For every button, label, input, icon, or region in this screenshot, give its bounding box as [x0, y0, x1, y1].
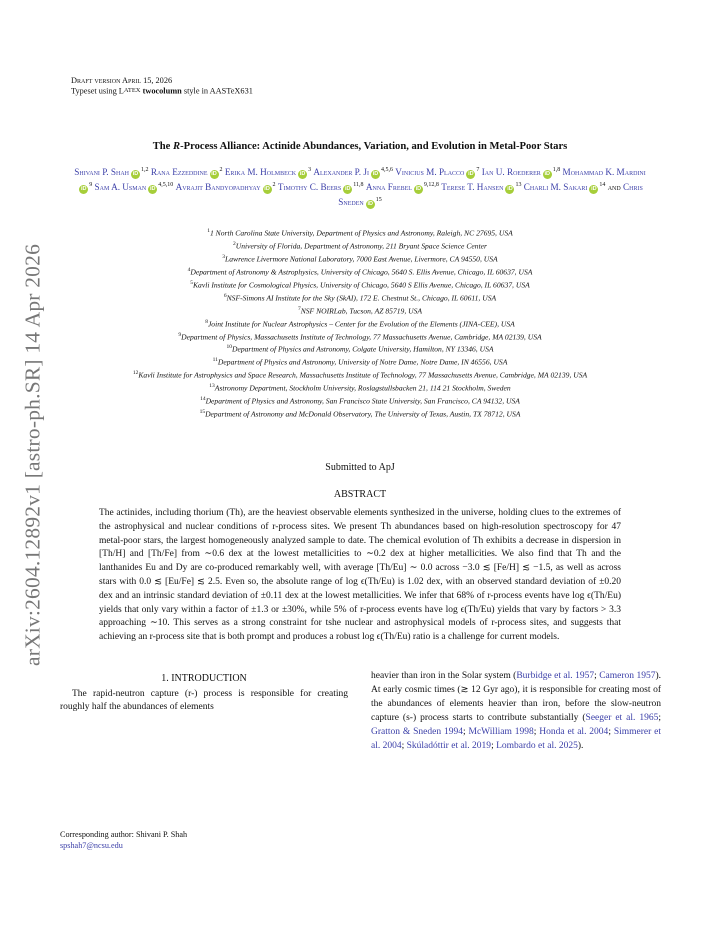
- author[interactable]: [482, 167, 561, 177]
- author[interactable]: [366, 182, 439, 192]
- submitted-to: Submitted to ApJ: [325, 462, 395, 473]
- intro-text: ).: [577, 740, 584, 751]
- affiliation-text: Department of Astronomy & Astrophysics, University of Chicago, 5640 S. Ellis Avenue, Chicago, IL 60637, USA: [190, 267, 533, 277]
- author-name[interactable]: Vinicius M. Placco: [395, 167, 465, 178]
- affiliation-text: Department of Physics and Astronomy, San Francisco State University, San Francisco, CA 94132, USA: [205, 396, 520, 406]
- author-name[interactable]: Rana Ezzeddine: [150, 167, 208, 178]
- affiliation-text: Lawrence Livermore National Laboratory, 7000 East Avenue, Livermore, CA 94550, USA: [225, 254, 498, 264]
- orcid-icon[interactable]: iD: [372, 171, 379, 178]
- affiliation: [50, 265, 670, 278]
- orcid-icon[interactable]: iD: [264, 186, 270, 193]
- intro-text: ;: [658, 712, 661, 723]
- and-word: and: [605, 182, 623, 193]
- title-pre: The: [152, 141, 174, 152]
- author-affiliation-marker: 4,5,6: [380, 167, 393, 173]
- author-affiliation-marker: 9,12,8: [423, 182, 439, 189]
- author-affiliation-marker: 11,8: [353, 182, 364, 189]
- author-affiliation-marker: 3: [308, 167, 312, 173]
- affiliation-text: Department of Astronomy and McDonald Observatory, The University of Texas, Austin, TX 78712, USA: [205, 409, 521, 419]
- affiliation: [50, 278, 670, 291]
- intro-right-column: [371, 670, 661, 753]
- arxiv-identifier: arXiv:2604.12892v1 [astro-ph.SR] 14 Apr 2026: [20, 243, 45, 667]
- affiliation: [50, 407, 670, 420]
- affiliation-number: 1: [207, 228, 210, 234]
- author[interactable]: [151, 167, 223, 177]
- page-header: [71, 76, 253, 97]
- author[interactable]: [524, 182, 606, 192]
- author-affiliation-marker: 4,5,10: [158, 182, 174, 189]
- affiliation: [50, 381, 670, 394]
- author-affiliation-marker: 14: [599, 182, 606, 189]
- intro-text: ;: [608, 726, 614, 737]
- citation-link[interactable]: Seeger et al. 1965: [585, 712, 659, 723]
- latex-logo: ATEX: [123, 87, 141, 94]
- author[interactable]: [278, 182, 364, 192]
- author-name[interactable]: Mohammad K. Mardini: [562, 167, 646, 178]
- orcid-icon[interactable]: iD: [132, 171, 139, 178]
- affiliation: [50, 368, 670, 381]
- affiliation: [50, 291, 670, 304]
- intro-text: ). At early cosmic times (≳ 12 Gyr ago), it is responsible for creating most of the abundances of elements heavier than iron, before the slow-neutron capture (s-) process starts to contribute substantially (: [371, 671, 661, 723]
- corresponding-label: Corresponding author: Shivani P. Shah: [60, 830, 188, 839]
- affiliation-text: 1 North Carolina State University, Department of Physics and Astronomy, Raleigh, NC 27695, USA: [209, 228, 513, 238]
- affiliation-text: Department of Physics and Astronomy, University of Notre Dame, Notre Dame, IN 46556, USA: [217, 357, 508, 367]
- citation-link[interactable]: Honda et al. 2004: [539, 726, 609, 737]
- author-name[interactable]: Timothy C. Beers: [277, 182, 342, 193]
- paper-title: [60, 141, 660, 152]
- author-affiliation-marker: 1,2: [141, 167, 149, 173]
- intro-text: ;: [594, 671, 600, 681]
- citation-link[interactable]: Simmerer et al. 2004: [371, 726, 662, 751]
- affiliation: [50, 330, 670, 343]
- orcid-icon[interactable]: iD: [299, 171, 306, 178]
- affiliation-number: 3: [222, 253, 226, 260]
- author-name[interactable]: Charli M. Sakari: [523, 182, 588, 193]
- affiliation-number: 6: [223, 292, 227, 299]
- affiliation: [50, 252, 670, 265]
- author-list: [70, 164, 650, 209]
- citation-link[interactable]: Gratton & Sneden 1994: [371, 726, 463, 737]
- intro-text: ;: [401, 740, 407, 751]
- title-post: -Process Alliance: Actinide Abundances, Variation, and Evolution in Metal-Poor Stars: [180, 141, 568, 152]
- author[interactable]: [176, 182, 276, 192]
- author-affiliation-marker: 13: [515, 182, 522, 189]
- affiliation-number: 12: [132, 370, 139, 377]
- citation-link[interactable]: Burbidge et al. 1957: [516, 671, 595, 681]
- orcid-icon[interactable]: iD: [367, 201, 373, 208]
- affiliation-text: Astronomy Department, Stockholm University, Roslagstullsbacken 21, 114 21 Stockholm, Sweden: [214, 383, 511, 393]
- author-name[interactable]: Anna Frebel: [365, 182, 412, 193]
- affiliation-text: NSF NOIRLab, Tucson, AZ 85719, USA: [300, 306, 423, 316]
- affiliation: [50, 355, 670, 368]
- typeset-style: twocolumn: [142, 86, 182, 96]
- author-affiliation-marker: 7: [476, 167, 480, 173]
- draft-version: Draft version April 15, 2026: [71, 76, 173, 85]
- orcid-icon[interactable]: iD: [468, 171, 474, 178]
- orcid-icon[interactable]: iD: [507, 186, 513, 193]
- affiliation-text: Department of Physics, Massachusetts Institute of Technology, 77 Massachusetts Avenue, Cambridge, MA 02139, USA: [181, 332, 542, 342]
- author[interactable]: [395, 167, 479, 177]
- author-affiliation-marker: 15: [375, 197, 382, 204]
- orcid-icon[interactable]: iD: [345, 186, 351, 193]
- affiliation-number: 10: [226, 344, 232, 351]
- author-affiliation-marker: 2: [219, 167, 223, 173]
- author-name[interactable]: Avrajit Bandyopadhyay: [175, 182, 261, 193]
- author-name[interactable]: Shivani P. Shah: [74, 167, 130, 178]
- author-name[interactable]: Terese T. Hansen: [441, 182, 504, 193]
- affiliation-number: 5: [190, 279, 193, 286]
- author-name[interactable]: Alexander P. Ji: [313, 167, 369, 178]
- affiliation: [50, 304, 670, 317]
- orcid-icon[interactable]: iD: [415, 186, 422, 193]
- affiliation: [50, 317, 670, 330]
- author-name[interactable]: Sam A. Usman: [94, 182, 147, 193]
- author[interactable]: [225, 167, 311, 177]
- orcid-icon[interactable]: iD: [591, 186, 597, 193]
- affiliation-text: Kavli Institute for Astrophysics and Space Research, Massachusetts Institute of Technology, 77 Massachusetts Avenue, Cambridge, MA 02139, USA: [138, 370, 588, 380]
- author-name[interactable]: Erika M. Holmbeck: [224, 167, 297, 178]
- orcid-icon[interactable]: iD: [150, 186, 156, 193]
- author-affiliation-marker: 1,8: [552, 167, 561, 173]
- author[interactable]: [95, 182, 174, 192]
- author[interactable]: [441, 182, 521, 192]
- affiliation-text: NSF-Simons AI Institute for the Sky (SkAI), 172 E. Chestnut St., Chicago, IL 60611, USA: [226, 293, 497, 303]
- intro-text: ;: [491, 740, 497, 751]
- intro-left-column: [60, 672, 348, 715]
- affiliation-number: 8: [205, 318, 208, 325]
- intro-text: heavier than iron in the Solar system (: [371, 671, 517, 681]
- author-affiliation-marker: 9: [89, 182, 93, 189]
- affiliation-number: 7: [297, 305, 301, 312]
- typeset-suffix: style in AASTeX631: [183, 86, 253, 96]
- affiliation-text: Kavli Institute for Cosmological Physics, University of Chicago, 5640 S Ellis Avenue, Chicago, IL 60637, USA: [192, 280, 530, 290]
- affiliation-number: 14: [200, 396, 206, 403]
- orcid-icon[interactable]: iD: [211, 171, 217, 178]
- intro-text: ;: [533, 726, 540, 737]
- intro-paragraph: The rapid-neutron capture (r-) process is responsible for creating roughly half the abundances of elements: [60, 688, 348, 713]
- affiliation-text: Department of Physics and Astronomy, Colgate University, Hamilton, NY 13346, USA: [231, 344, 494, 354]
- typeset-prefix: Typeset using L: [71, 86, 124, 96]
- affiliation-number: 2: [233, 240, 236, 247]
- citation-link[interactable]: Skúladóttir et al. 2019: [406, 740, 492, 751]
- intro-text: ;: [462, 726, 469, 737]
- section-heading-introduction: 1. INTRODUCTION: [161, 673, 247, 684]
- affiliation: [50, 226, 670, 239]
- author-affiliation-marker: 2: [272, 182, 276, 189]
- email-link[interactable]: spshah7@ncsu.edu: [60, 841, 123, 850]
- affiliation-list: [50, 226, 670, 420]
- affiliation-number: 4: [187, 266, 191, 273]
- author[interactable]: [74, 167, 148, 177]
- author-name[interactable]: Ian U. Roederer: [481, 167, 541, 178]
- author-name[interactable]: Chris Sneden: [338, 182, 643, 208]
- affiliation: [50, 239, 670, 252]
- affiliation-number: 13: [209, 383, 215, 390]
- affiliation-text: University of Florida, Department of Astronomy, 211 Bryant Space Science Center: [235, 241, 487, 251]
- orcid-icon[interactable]: iD: [80, 186, 87, 193]
- author[interactable]: [313, 167, 393, 177]
- abstract-text: The actinides, including thorium (Th), are the heaviest observable elements synthesized in the universe, holding clues to the extremes of the astrophysical and nuclear conditions of r-process sites. We present Th abundances based on high-resolution spectroscopy for 47 metal-poor stars, the largest homogeneously analyzed sample to date. The chemical evolution of Th exhibits a decrease in dispersion in [Th/H] and [Th/Fe] from ∼0.6 dex at the lowest metallicities to ∼0.2 dex at higher metallicities. We also find that Th and the lanthanides Eu and Dy are co-produced remarkably well, with average [Th/Eu] ∼ 0.0 across −3.0 ≲ [Fe/H] ≲ −1.5, as well as across stars with 0.0 ≲ [Eu/Fe] ≲ 2.5. Even so, the absolute range of log ϵ(Th/Eu) is 1.02 dex, with an observed standard deviation of ±0.20 dex and an intrinsic standard deviation of ±0.11 dex at the lowest metallicities. We infer that 68% of r-process events have log ϵ(Th/Eu) yields that only vary within a factor of ±1.3 or ±30%, while 5% of r-process events have log ϵ(Th/Eu) yields that vary by factors > 3.3 approaching ∼10. This serves as a strong constraint for tshe nuclear and astrophysical models of r-process sites, and suggests that achieving an r-process site that is both prompt and produces a robust log ϵ(Th/Eu) ratio is a challenge for current models.: [99, 508, 621, 643]
- typeset-line: [71, 86, 253, 97]
- abstract-heading: ABSTRACT: [333, 489, 387, 500]
- affiliation-number: 9: [178, 331, 182, 338]
- affiliation: [50, 342, 670, 355]
- affiliation-number: 11: [212, 357, 218, 364]
- corresponding-author: [60, 829, 350, 851]
- affiliation-text: Joint Institute for Nuclear Astrophysics – Center for the Evolution of the Elements (JINA-CEE), USA: [207, 319, 515, 329]
- title-r: R: [173, 141, 181, 152]
- orcid-icon[interactable]: iD: [544, 171, 550, 178]
- affiliation-number: 15: [199, 409, 206, 416]
- citation-link[interactable]: Cameron 1957: [599, 671, 656, 681]
- affiliation: [50, 394, 670, 407]
- citation-link[interactable]: McWilliam 1998: [468, 726, 534, 737]
- citation-link[interactable]: Lombardo et al. 2025: [496, 740, 578, 751]
